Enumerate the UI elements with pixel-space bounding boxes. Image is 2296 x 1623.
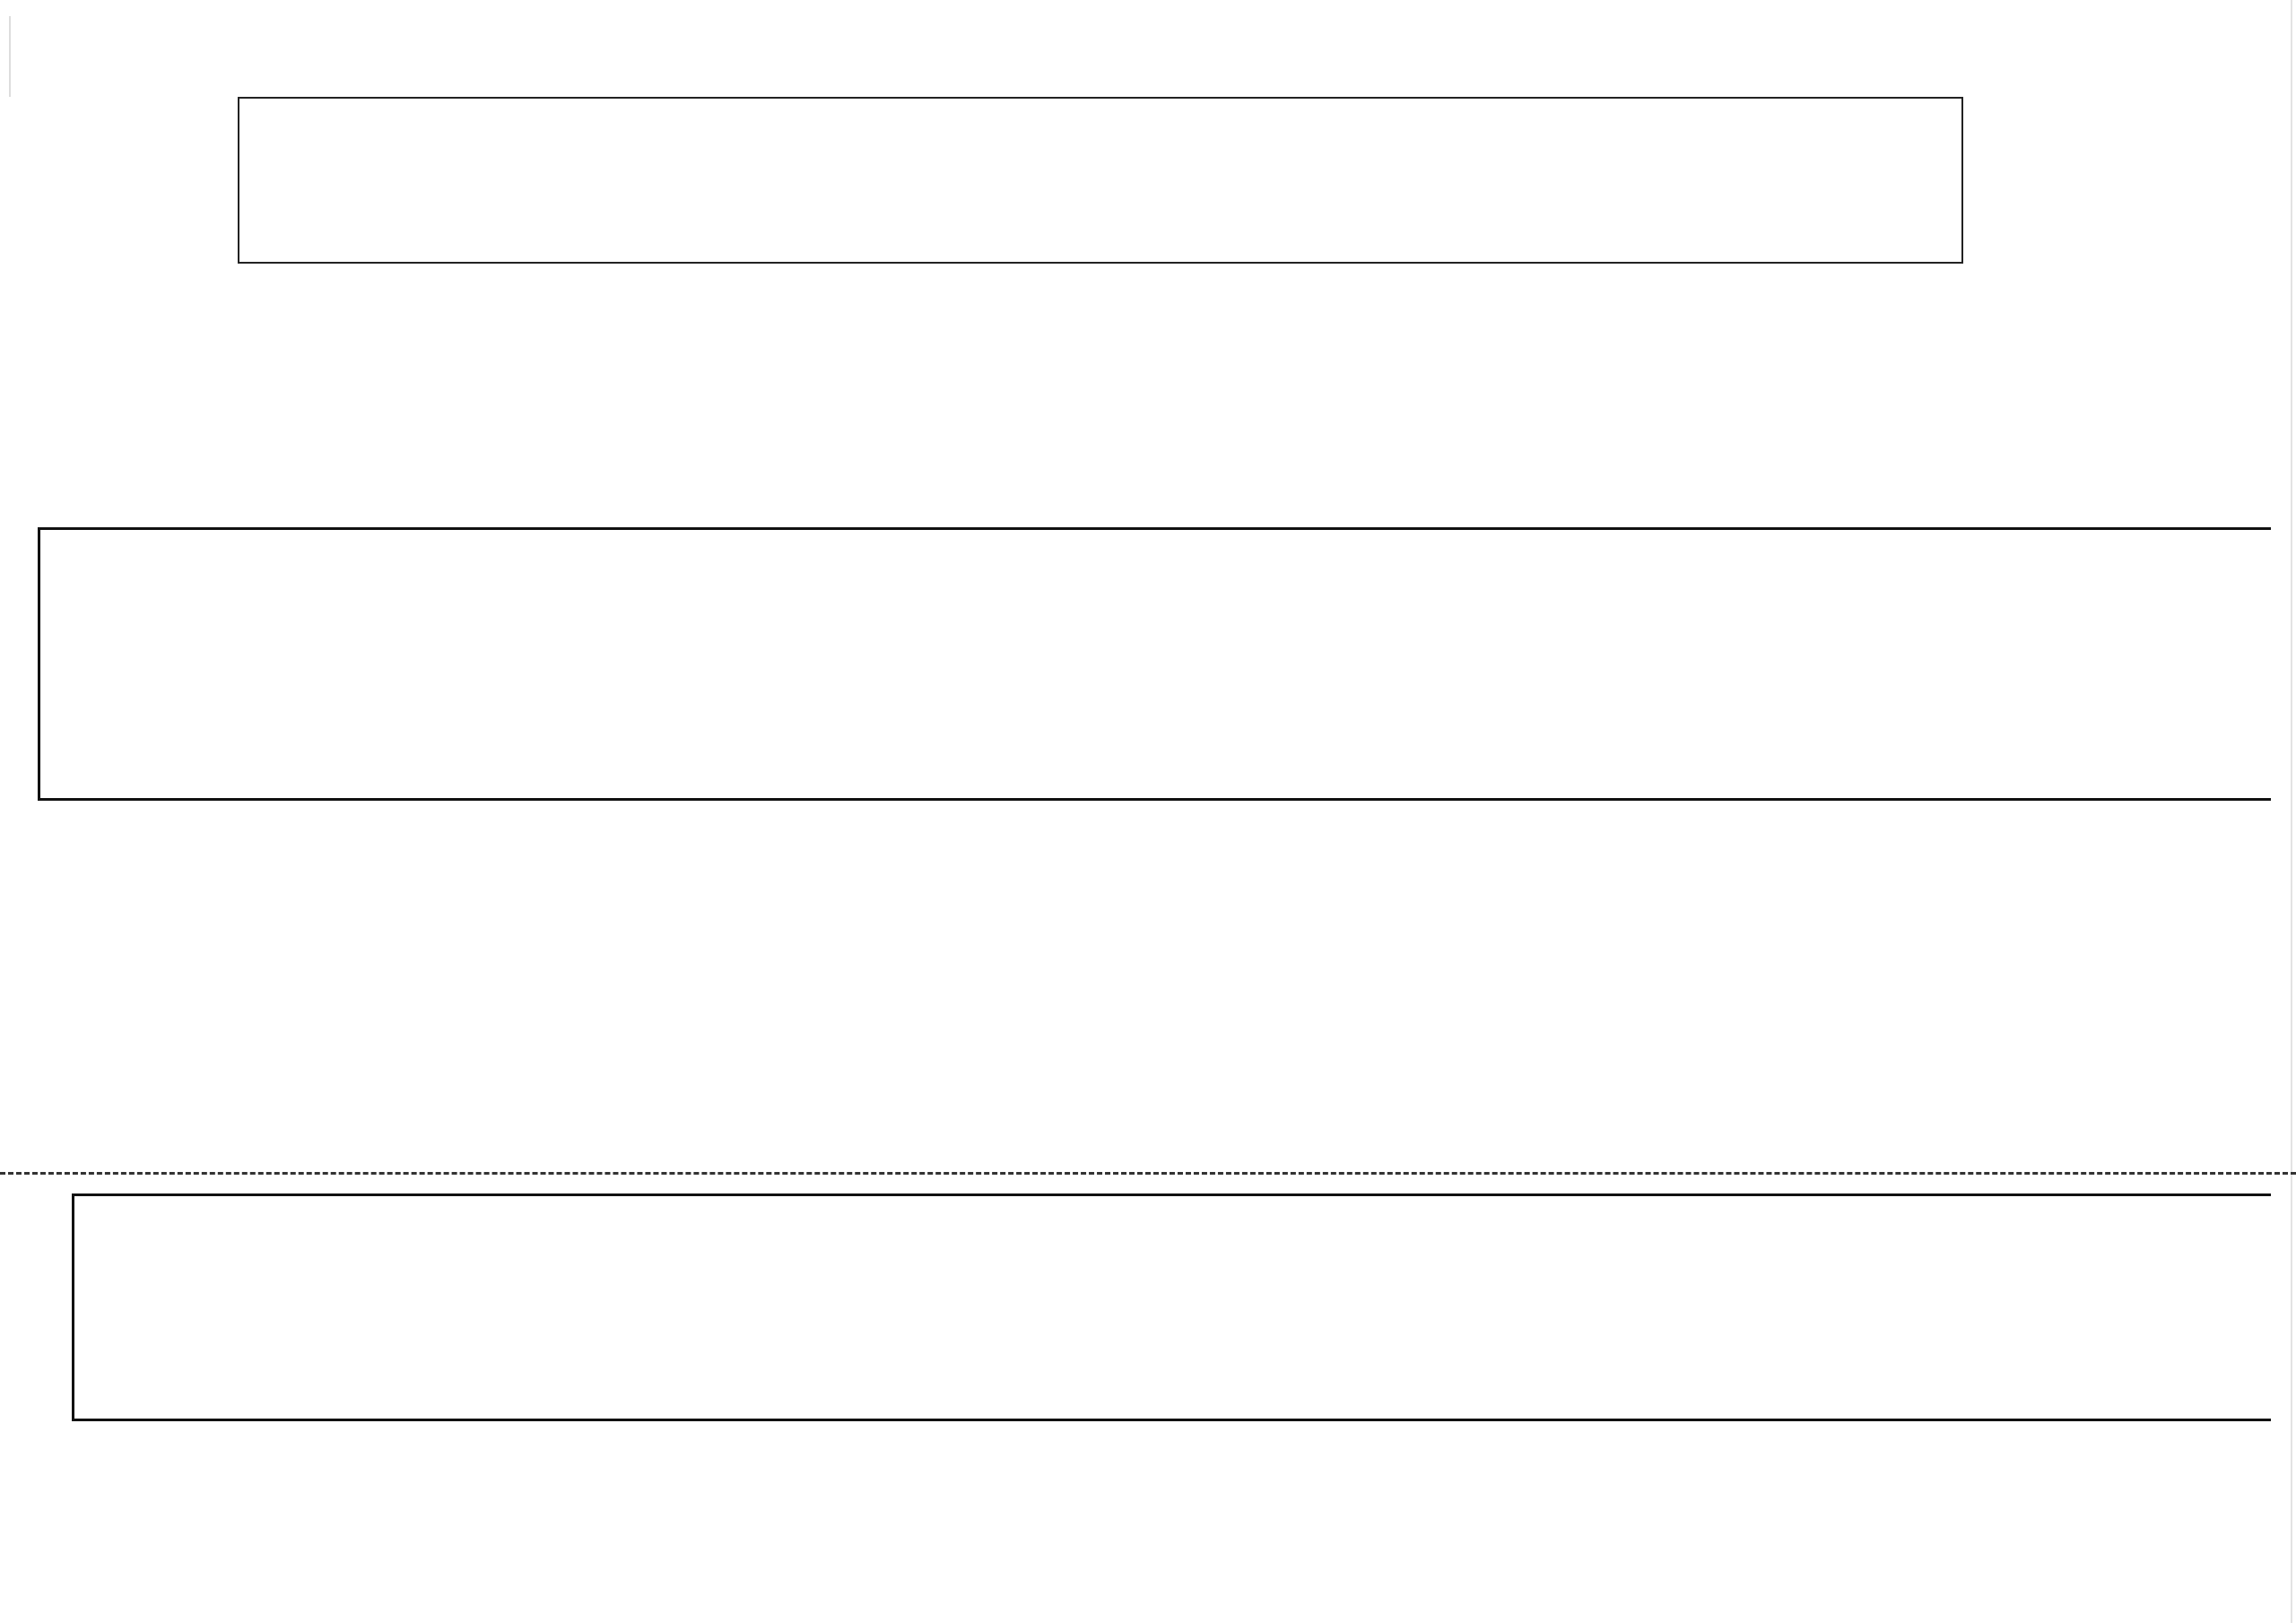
- cut-line: [0, 1172, 2296, 1175]
- logo-edge: [9, 16, 11, 97]
- cutout-strip: [72, 1193, 2271, 1421]
- page-edge: [2291, 0, 2292, 1623]
- instruction-box: [238, 97, 1963, 264]
- exercise-strip: [38, 527, 2271, 801]
- logo: [13, 23, 237, 95]
- hands-icon: [13, 23, 237, 95]
